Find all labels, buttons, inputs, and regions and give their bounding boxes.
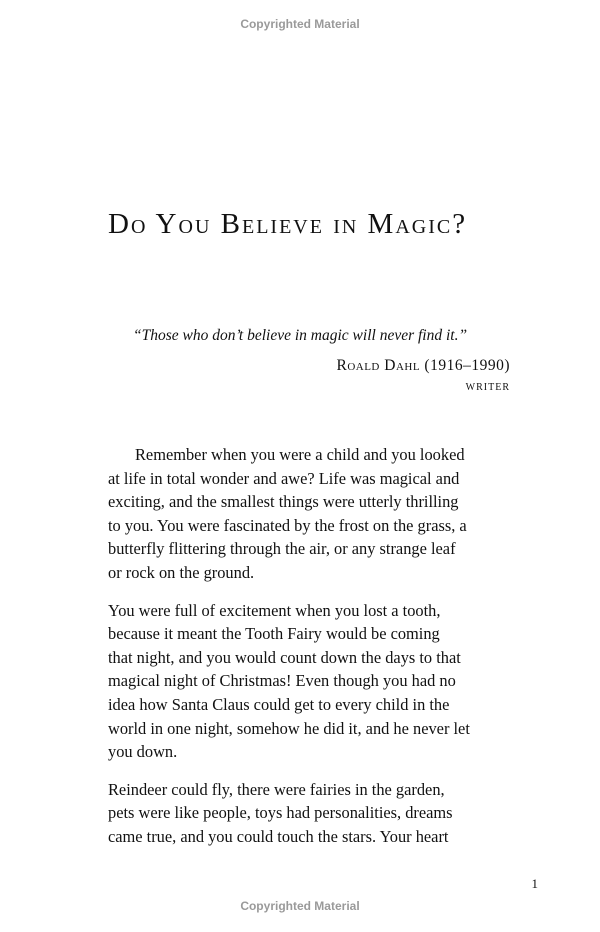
text-line: that night, and you would count down the days to that — [108, 647, 461, 667]
paragraph-3 — [108, 778, 548, 849]
text-line: butterfly flittering through the air, or any strange leaf — [108, 539, 456, 559]
text-line: Reindeer could fly, there were fairies in the garden, — [108, 779, 445, 799]
text-line: to you. You were fascinated by the frost on the grass, a — [108, 515, 467, 535]
page-number: 1 — [531, 876, 538, 891]
text-line: because it meant the Tooth Fairy would be coming — [108, 624, 440, 644]
text-line: magical night of Christmas! Even though you had no — [108, 671, 456, 691]
epigraph-author: Roald Dahl (1916–1990) — [336, 357, 510, 374]
epigraph-quote: “Those who don’t believe in magic will never find it.” — [133, 327, 468, 344]
paragraph-2 — [108, 599, 548, 764]
text-line: you down. — [108, 742, 178, 762]
text-line: You were full of excitement when you lost a tooth, — [108, 600, 441, 620]
text-line: came true, and you could touch the stars. Your heart — [108, 826, 449, 846]
watermark-bottom: Copyrighted Material — [240, 899, 360, 913]
epigraph-role: writer — [465, 379, 510, 394]
text-line: idea how Santa Claus could get to every child in the — [108, 694, 450, 714]
text-line: Remember when you were a child and you looked — [135, 445, 465, 464]
text-line: exciting, and the smallest things were utterly thrilling — [108, 492, 459, 512]
text-line: or rock on the ground. — [108, 562, 255, 582]
paragraph-1 — [108, 443, 548, 585]
body-text — [108, 443, 548, 863]
text-line: world in one night, somehow he did it, and he never let — [108, 718, 470, 738]
watermark-top: Copyrighted Material — [240, 17, 360, 31]
text-line: at life in total wonder and awe? Life was magical and — [108, 468, 460, 488]
chapter-title: Do You Believe in Magic? — [108, 208, 468, 240]
text-line: pets were like people, toys had personalities, dreams — [108, 803, 453, 823]
